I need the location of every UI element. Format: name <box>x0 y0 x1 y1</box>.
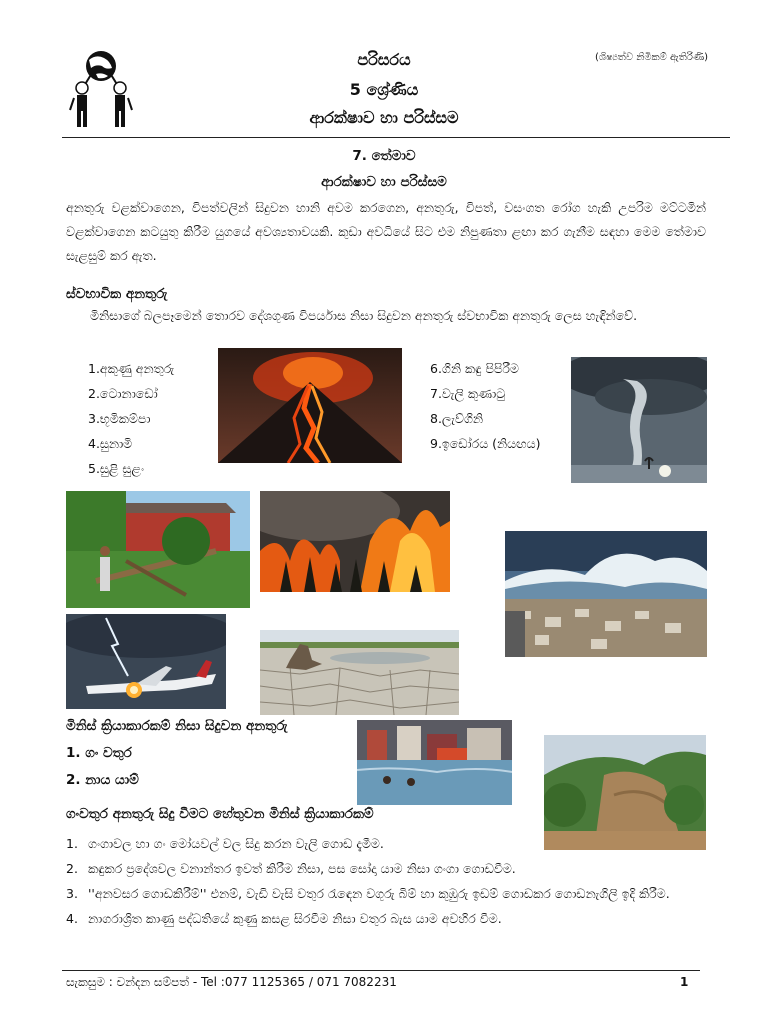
flood-image <box>357 720 512 805</box>
header-divider <box>62 137 730 138</box>
list-item: 3.භූමිකම්පා <box>88 411 151 426</box>
theme-title: ආරක්ෂාව හා පරිස්සම <box>321 174 447 190</box>
list-item: 7.වැලි කුණාටු <box>430 386 506 401</box>
list-item: 2.ටොනාඩෝ <box>88 386 158 401</box>
list-text: නාගරාශ්‍රිත කාණු පද්ධතියේ කුණු කසළ සිරවීම නිසා වතුර බැස යාම අවහිර වීම. <box>88 911 502 926</box>
page-number: 1 <box>680 975 689 989</box>
grade-title: 5 ශ්‍රේණිය <box>349 80 419 99</box>
list-number: 4. <box>66 911 78 926</box>
list-item <box>66 832 716 856</box>
list-number: 1. <box>66 836 78 851</box>
storm-damage-image <box>66 491 250 608</box>
human-heading: මිනිස් ක්‍රියාකාරකම් නිසා සිදුවන අනතුරු <box>66 718 288 734</box>
list-item: 6.ගිනි කඳු පිපිරීම <box>430 361 519 376</box>
forest-fire-image <box>260 491 450 592</box>
intro-paragraph: අනතුරු වළක්වාගෙන, විපත්වලින් සිදුවන හානි අවම කරගෙන, අනතුරු, විපත්, වසංගත රෝග හැකි උපරිම මට්ටමින් වළක්වාගෙන කටයුතු කිරීම යුගයේ අවශ්‍යතාවයකි. කුඩා අවධියේ සිට එම නිපුණතා ළඟා කර ගැනීම සඳහා මෙම තේමාව සැළසුම් කර ඇත. <box>66 200 706 263</box>
flood-causes-heading: ගංවතුර අනතුරු සිදු වීමට හේතුවන මිනිස් ක්‍රියාකාරකම් <box>66 806 374 822</box>
human-item-flood: 1. ගං වතුර <box>66 745 132 761</box>
list-text: ගංගාවල හා ගං මෝයවල් වල සිදු කරන වැලි ගොඩ දැමීම. <box>88 836 384 851</box>
tsunami-image <box>505 531 707 657</box>
drought-image <box>260 630 459 715</box>
list-item: 5.සුළි සුළං <box>88 461 145 476</box>
natural-description: මිනිසාගේ බලපෑමෙන් තොරව දේශගුණ විපර්යාස නිසා සිදුවන අනතුරු ස්වභාවික අනතුරු ලෙස හැඳින්වේ. <box>90 308 638 323</box>
list-item: 8.ලැව්ගිනි <box>430 411 484 426</box>
list-item <box>66 857 716 881</box>
human-item-landslide: 2. නාය යාම් <box>66 772 139 788</box>
list-item: 4.සුනාමි <box>88 436 133 451</box>
list-item: 9.ඉඩෝරය (නියඟය) <box>430 436 541 451</box>
list-item: 1.අකුණු අනතුරු <box>88 361 175 376</box>
lightning-airplane-image <box>66 614 226 709</box>
topic-title: ආරක්ෂාව හා පරිස්සම <box>309 108 459 127</box>
natural-list-right <box>430 356 541 456</box>
theme-number: 7. තේමාව <box>352 148 416 164</box>
list-text: කඳුකර ප්‍රදේශවල වනාන්තර ඉවත් කිරීම නිසා, පස සෝදා යාම නිසා ගංගා ගොඩවීම. <box>88 861 516 876</box>
natural-heading: ස්වභාවික අනතුරු <box>66 286 168 302</box>
list-item <box>66 882 716 906</box>
list-item <box>66 907 716 931</box>
list-text: ''අනවසර ගොඩකිරීම්'' එනම්, වැඩි වැසි වතුර රැඳෙන වගුරු බිම් හා කුඹුරු ඉඩම් ගොඩකර ගොඩනැගිලි ඉදි කිරීම. <box>88 886 670 901</box>
footer-divider <box>62 970 700 971</box>
flood-causes-list <box>66 832 716 932</box>
subject-title: පරිසරය <box>357 50 411 69</box>
tornado-image <box>571 357 707 483</box>
volcano-image <box>218 348 402 463</box>
footer-credit: සැකසුම : චන්දන සම්පත් - Tel :077 1125365 / 071 7082231 <box>66 975 397 989</box>
list-number: 3. <box>66 886 78 901</box>
header-note: (ශිෂ්‍යත්ව නිමිකම් ඇතිරිණි) <box>594 52 708 63</box>
natural-list-left <box>88 356 174 481</box>
list-number: 2. <box>66 861 78 876</box>
